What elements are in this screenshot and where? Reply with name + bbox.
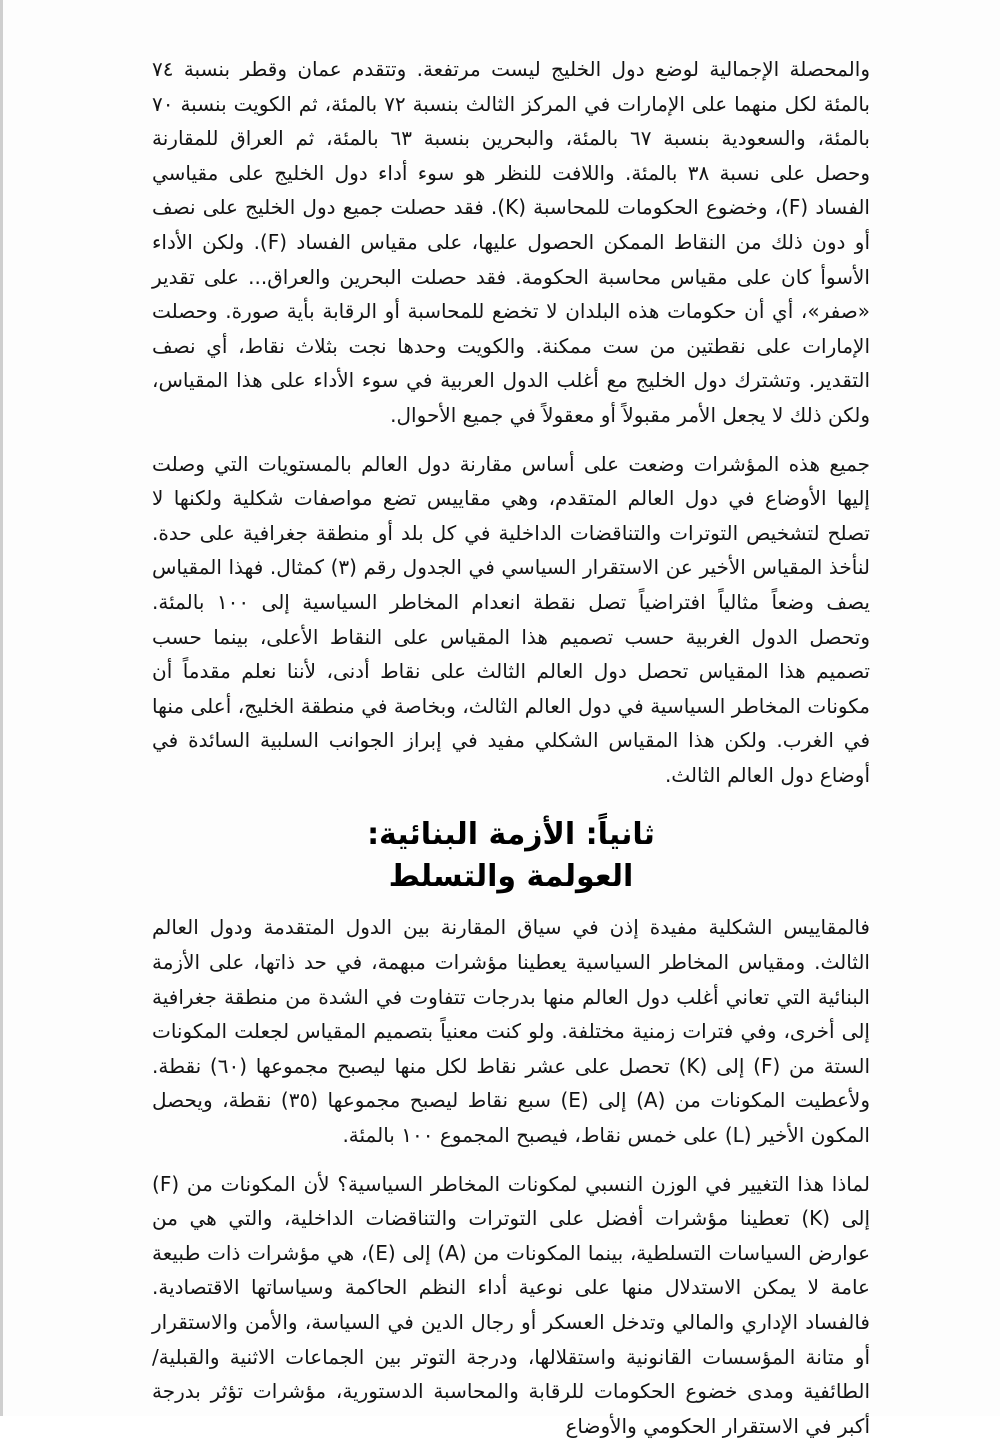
section-heading-line-2: العولمة والتسلط (388, 859, 634, 895)
scan-edge (0, 0, 3, 1416)
paragraph-formal-measures: فالمقاييس الشكلية مفيدة إذن في سياق المقارنة بين الدول المتقدمة ودول العالم الثالث. ومقياس المخاطر السياسية يعطينا مؤشرات مبهمة، في حد ذاتها، على الأزمة البنائية التي تعاني أغلب دول العالم منها بدرجات تتفاوت في الشدة من منطقة جغرافية إلى أخرى، وفي فترات زمنية مختلفة. ولو كنت معنياً بتصميم المقياس لجعلت المكونات الستة من (F) إلى (K) تحصل على عشر نقاط لكل منها ليصبح مجموعها (٦٠) نقطة. ولأعطيت المكونات من (A) إلى (E) سبع نقاط ليصبح مجموعها (٣٥) نقطة، ويحصل المكون الأخير (L) على خمس نقاط، فيصبح المجموع ١٠٠ بالمئة. (152, 915, 870, 1148)
paragraph-relative-weight: لماذا هذا التغيير في الوزن النسبي لمكونات المخاطر السياسية؟ لأن المكونات من (F) إلى (K) تعطينا مؤشرات أفضل على التوترات والتناقضات الداخلية، والتي هي من عوارض السياسات التسلطية، بينما المكونات من (A) إلى (E)، هي مؤشرات ذات طبيعة عامة لا يمكن الاستدلال منها على نوعية أداء النظم الحاكمة وسياساتها الاقتصادية. فالفساد الإداري والمالي وتدخل العسكر أو رجال الدين في السياسة، والأمن والاستقرار أو متانة المؤسسات القانونية واستقلالها، ودرجة التوتر بين الجماعات الاثنية والقبلية/الطائفية ومدى خضوع الحكومات للرقابة والمحاسبة الدستورية، مؤشرات تؤثر بدرجة أكبر في الاستقرار الحكومي والأوضاع (152, 1171, 871, 1438)
section-heading (152, 814, 870, 898)
page-content (152, 52, 870, 1443)
paragraph-gulf-comparison: والمحصلة الإجمالية لوضع دول الخليج ليست مرتفعة. وتتقدم عمان وقطر بنسبة ٧٤ بالمئة لكل منهما على الإمارات في المركز الثالث بنسبة ٧٢ بالمئة، ثم الكويت بنسبة ٧٠ بالمئة، والسعودية بنسبة ٦٧ بالمئة، والبحرين بنسبة ٦٣ بالمئة، ثم العراق للمقارنة وحصل على نسبة ٣٨ بالمئة. واللافت للنظر هو سوء أداء دول الخليج على مقياسي الفساد (F)، وخضوع الحكومات للمحاسبة (K). فقد حصلت جميع دول الخليج على نصف أو دون ذلك من النقاط الممكن الحصول عليها، على مقياس الفساد (F). ولكن الأداء الأسوأ كان على مقياس محاسبة الحكومة. فقد حصلت البحرين والعراق... على تقدير «صفر»، أي أن حكومات هذه البلدان لا تخضع للمحاسبة أو الرقابة بأية صورة. وحصلت الإمارات على نقطتين من ست ممكنة. والكويت وحدها نجت بثلاث نقاط، أي نصف التقدير. وتشترك دول الخليج مع أغلب الدول العربية في سوء الأداء على هذا المقياس، ولكن ذلك لا يجعل الأمر مقبولاً أو معقولاً في جميع الأحوال. (152, 57, 871, 427)
paragraph-indicators-critique: جميع هذه المؤشرات وضعت على أساس مقارنة دول العالم بالمستويات التي وصلت إليها الأوضاع في دول العالم المتقدم، وهي مقاييس تضع مواصفات شكلية ولكنها لا تصلح لتشخيص التوترات والتناقضات الداخلية في كل بلد أو منطقة جغرافية على حدة. لنأخذ المقياس الأخير عن الاستقرار السياسي في الجدول رقم (٣) كمثال. فهذا المقياس يصف وضعاً مثالياً افتراضياً تصل نقطة انعدام المخاطر السياسية إلى ١٠٠ بالمئة. وتحصل الدول الغربية حسب تصميم هذا المقياس على النقاط الأعلى، بينما حسب تصميم هذا المقياس تحصل دول العالم الثالث على نقاط أدنى، لأننا نعلم مقدماً أن مكونات المخاطر السياسية في دول العالم الثالث، وبخاصة في منطقة الخليج، أعلى منها في الغرب. ولكن هذا المقياس الشكلي مفيد في إبراز الجوانب السلبية السائدة في أوضاع دول العالم الثالث. (152, 451, 870, 787)
section-heading-line-1: ثانياً: الأزمة البنائية: (367, 817, 655, 853)
